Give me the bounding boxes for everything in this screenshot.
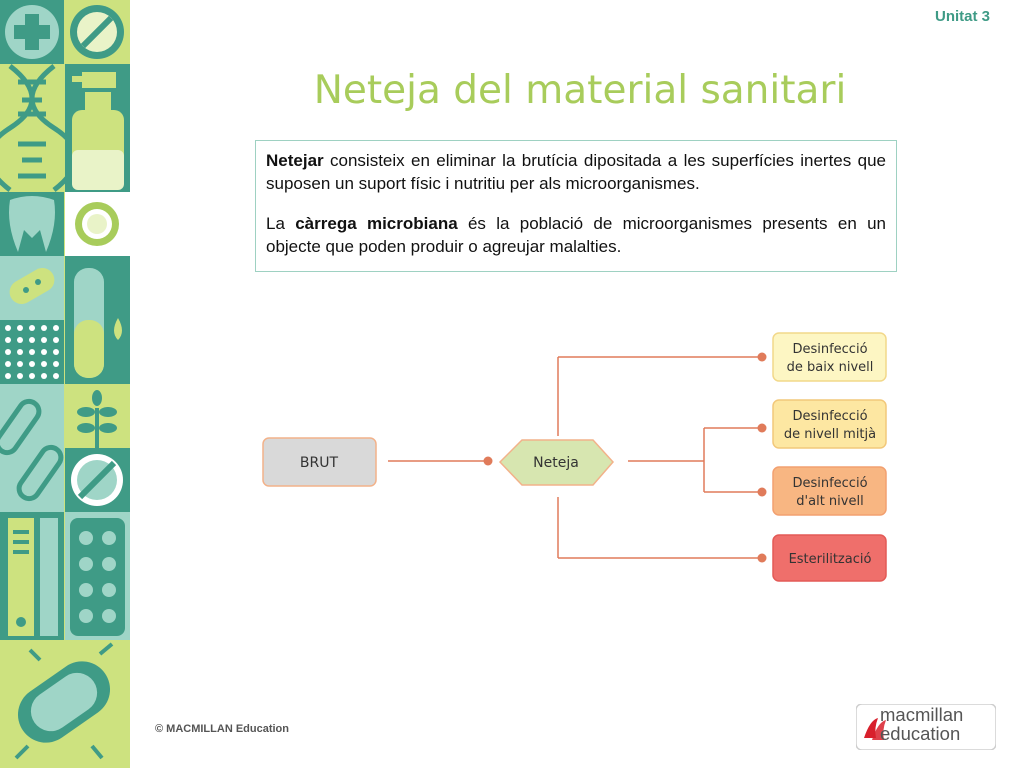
logo-line-1: macmillan xyxy=(880,704,964,725)
node-brut xyxy=(263,438,376,486)
term-microbial-load: càrrega microbiana xyxy=(295,213,458,233)
node-mid-level-line2: de nivell mitjà xyxy=(783,427,877,442)
node-low-level-line1: Desinfecció xyxy=(792,342,868,357)
definition-cleaning-text: consisteix en eliminar la brutícia dipositada a les superfícies inertes que suposen un suport físic i nutritiu per als microorganismes. xyxy=(266,151,886,194)
term-cleaning: Netejar xyxy=(266,151,324,170)
node-sterilization-label: Esterilització xyxy=(788,552,872,567)
node-mid-level-line1: Desinfecció xyxy=(792,409,868,424)
node-low-level xyxy=(773,333,886,381)
node-brut-label: BRUT xyxy=(299,455,339,471)
node-neteja xyxy=(500,440,613,485)
logo-line-2: education xyxy=(880,723,961,745)
definition-microbial-intro: La xyxy=(266,213,296,233)
copyright-notice: © MACMILLAN Education xyxy=(155,723,289,735)
node-high-level-line1: Desinfecció xyxy=(792,476,868,491)
page-title: Neteja del material sanitari xyxy=(313,68,847,113)
node-neteja-label: Neteja xyxy=(533,455,579,471)
unit-label: Unitat 3 xyxy=(934,8,990,25)
definition-microbial-text: és la població de microorganismes presents en un objecte que poden produir o agreujar malalties. xyxy=(266,213,886,257)
node-mid-level xyxy=(773,400,886,448)
node-high-level xyxy=(773,467,886,515)
macmillan-logo-text xyxy=(880,705,963,744)
node-high-level-line2: d'alt nivell xyxy=(796,494,864,509)
node-sterilization xyxy=(773,535,886,581)
node-low-level-line2: de baix nivell xyxy=(786,360,874,375)
